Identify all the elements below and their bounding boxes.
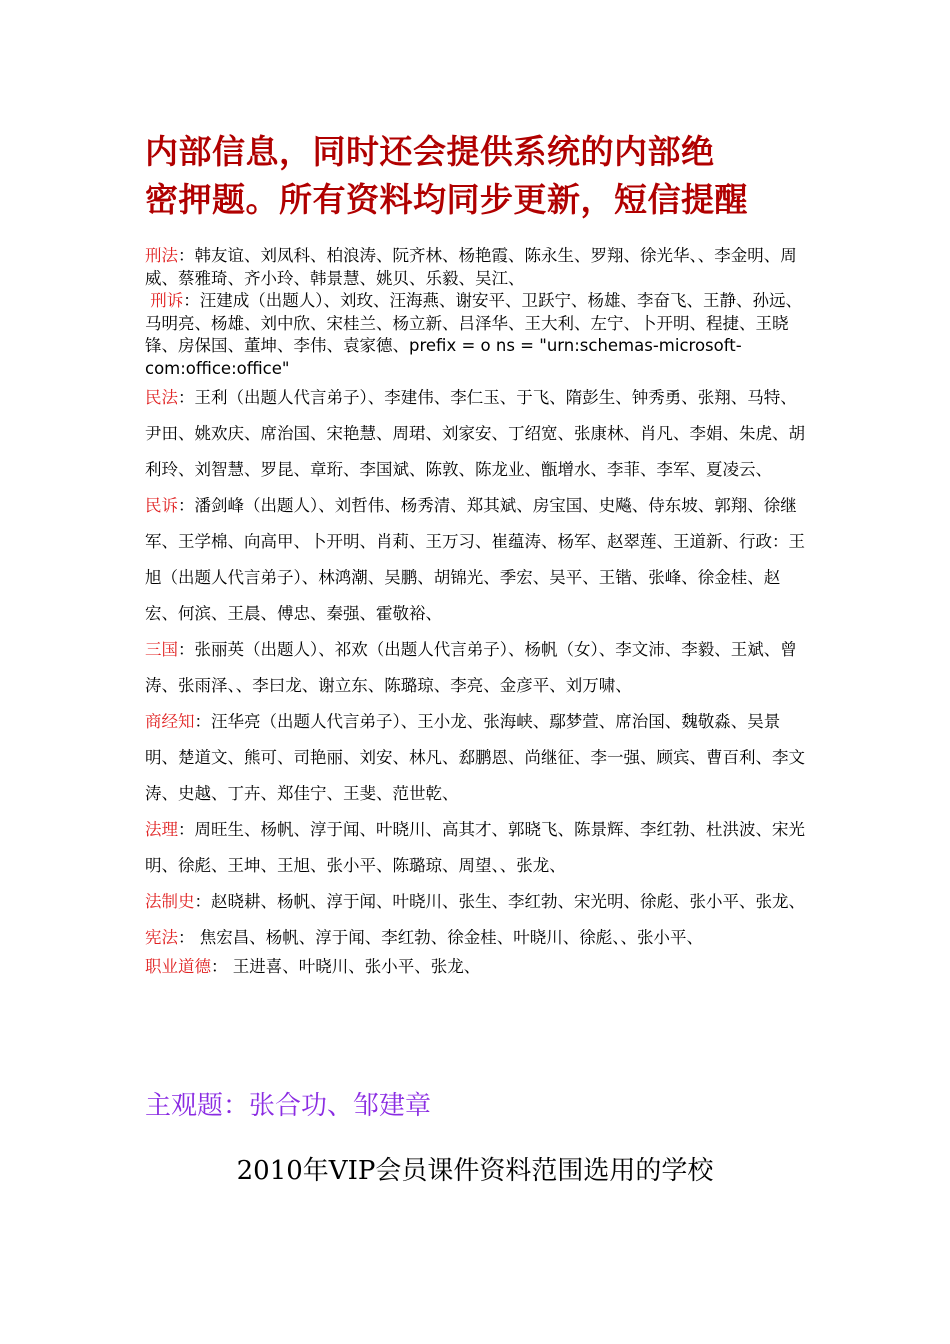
- section-text: ： 焦宏昌、杨帆、淳于闻、李红勃、徐金桂、叶晓川、徐彪、、张小平、: [178, 928, 703, 947]
- section-text: ：周旺生、杨帆、淳于闻、叶晓川、高其才、郭晓飞、陈景辉、李红勃、杜洪波、宋光明、徐彪、王坤、王旭、张小平、陈璐琼、周望、、张龙、: [145, 820, 805, 875]
- section-text: ：张丽英（出题人）、祁欢（出题人代言弟子）、杨帆（女）、李文沛、李毅、王斌、曾涛、张雨泽、、李曰龙、谢立东、陈璐琼、李亮、金彦平、刘万啸、: [145, 640, 797, 695]
- section-label: 职业道德: [145, 957, 211, 976]
- section-jurisprudence: [145, 812, 810, 884]
- section-extra-text: prefix = o ns = "urn:schemas-microsoft-com:office:office": [145, 336, 742, 378]
- section-text: ：汪华亮（出题人代言弟子）、王小龙、张海峡、鄢梦萱、席治国、魏敬淼、吴景明、楚道文、熊可、司艳丽、刘安、林凡、郄鹏恩、尚继征、李一强、顾宾、曹百利、李文涛、史越、丁卉、郑佳宁、王斐、范世乾、: [145, 712, 805, 803]
- section-label: 民法: [145, 388, 178, 407]
- section-text: ： 王进喜、叶晓川、张小平、张龙、: [211, 957, 481, 976]
- section-professional-ethics: [145, 956, 810, 979]
- headline: [145, 128, 825, 224]
- section-text: ：汪建成（出题人）、刘玫、汪海燕、谢安平、卫跃宁、杨雄、李奋飞、王静、孙远、马明亮、杨雄、刘中欣、宋桂兰、杨立新、吕泽华、王大利、左宁、卜开明、程捷、王晓锋、房保国、董坤、李伟、袁家德、: [145, 291, 802, 355]
- headline-line-1: 内部信息，同时还会提供系统的内部绝: [145, 132, 715, 171]
- teacher-list: [145, 245, 810, 979]
- section-legal-history: [145, 884, 810, 920]
- section-label: 法制史: [145, 892, 195, 911]
- section-criminal-procedure: [145, 290, 810, 380]
- section-label: 商经知: [145, 712, 195, 731]
- section-commercial-economic-law: [145, 704, 810, 812]
- section-civil-law: [145, 380, 810, 488]
- section-label: 刑诉: [150, 291, 184, 310]
- section-text: ：王利（出题人代言弟子）、李建伟、李仁玉、于飞、隋彭生、钟秀勇、张翔、马特、尹田、姚欢庆、席治国、宋艳慧、周珺、刘家安、丁绍宽、张康林、肖凡、李娟、朱虎、胡利玲、刘智慧、罗昆、章珩、李国斌、陈敦、陈龙业、甑增水、李菲、李军、夏凌云、: [145, 388, 805, 479]
- section-text: ：赵晓耕、杨帆、淳于闻、叶晓川、张生、李红勃、宋光明、徐彪、张小平、张龙、: [194, 892, 805, 911]
- section-label: 宪法: [145, 928, 178, 947]
- section-label: 三国: [145, 640, 178, 659]
- headline-line-2: 密押题。所有资料均同步更新，短信提醒: [145, 180, 748, 219]
- section-constitutional-law: [145, 920, 810, 956]
- section-label: 刑法: [145, 246, 178, 265]
- section-civil-procedure: [145, 488, 810, 632]
- footer-title: 2010年VIP会员课件资料范围选用的学校: [236, 1156, 714, 1186]
- subjective-questions-heading: 主观题：张合功、邹建章: [145, 1091, 432, 1121]
- section-international-law: [145, 632, 810, 704]
- section-criminal-law: [145, 245, 810, 290]
- section-text: ：潘剑峰（出题人）、刘哲伟、杨秀清、郑其斌、房宝国、史飚、侍东坡、郭翔、徐继军、王学棉、向高甲、卜开明、肖莉、王万习、崔蕴涛、杨军、赵翠莲、王道新、行政：王旭（出题人代言弟子）、林鸿潮、吴鹏、胡锦光、季宏、吴平、王锴、张峰、徐金桂、赵宏、何滨、王晨、傅忠、秦强、霍敬裕、: [145, 496, 805, 623]
- section-text: ：韩友谊、刘凤科、柏浪涛、阮齐林、杨艳霞、陈永生、罗翔、徐光华、、李金明、周威、蔡雅琦、齐小玲、韩景慧、姚贝、乐毅、吴江、: [145, 246, 797, 288]
- section-label: 法理: [145, 820, 178, 839]
- section-label: 民诉: [145, 496, 178, 515]
